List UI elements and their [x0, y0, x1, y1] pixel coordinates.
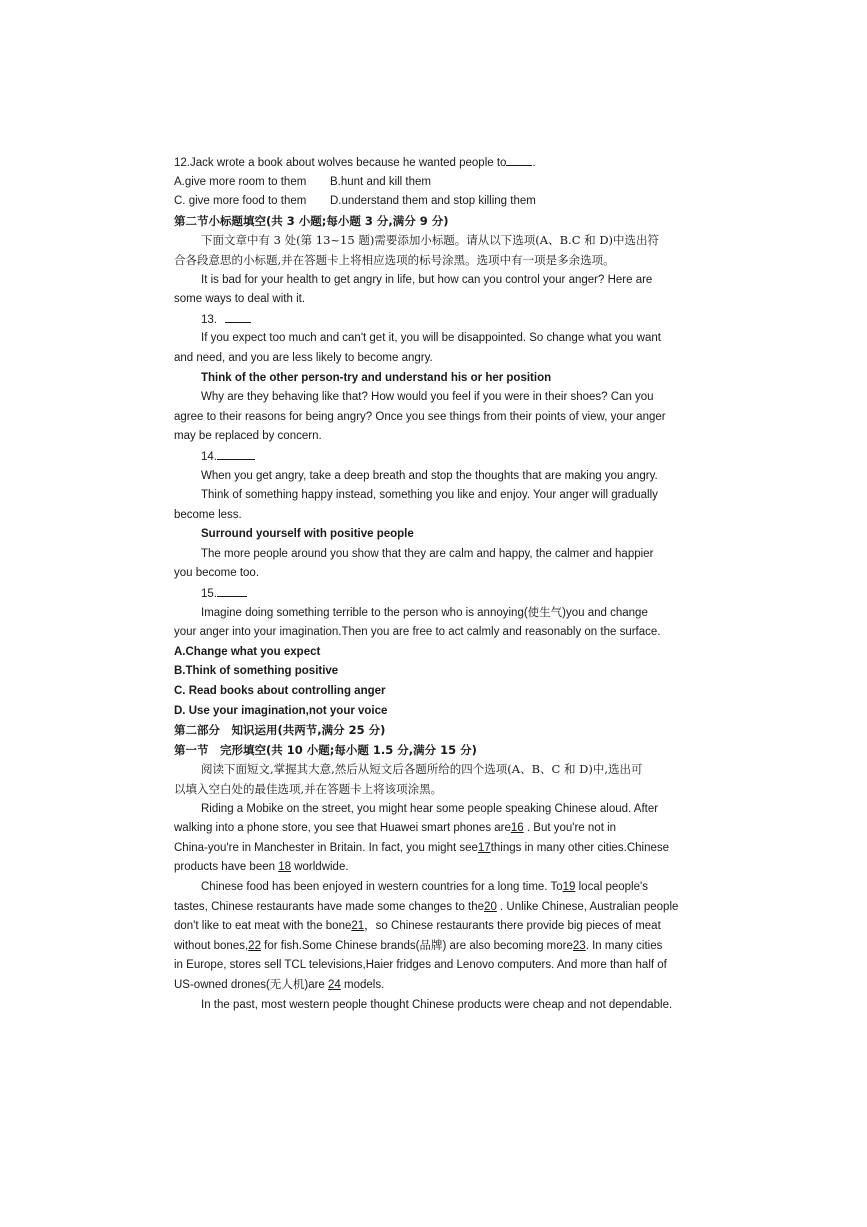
option-d: D.understand them and stop killing them: [330, 195, 536, 208]
blank-19: 19: [562, 880, 576, 893]
option-d-heading: D. Use your imagination,not your voice: [174, 704, 388, 717]
option-b: B.hunt and kill them: [330, 175, 432, 188]
paragraph-13: If you expect too much and can't get it, you will be disappointed. So change what you want: [201, 332, 661, 345]
section-2-title: 第二节小标题填空(共 3 小题;每小题 3 分,满分 9 分): [174, 213, 449, 228]
answer-blank: [217, 584, 247, 597]
blank-18: 18: [278, 861, 292, 874]
paragraph-15: Imagine doing something terrible to the person who is annoying(使生气)you and change: [201, 606, 648, 619]
section-2-instruction: 下面文章中有 3 处(第 13~15 题)需要添加小标题。请从以下选项(A、B.C 和 D)中选出符: [201, 233, 660, 248]
cloze-line-8: without bones,22 for fish.Some Chinese brands(品牌) are also becoming more23. In many cities: [174, 939, 663, 952]
option-a: A.give more room to them: [174, 175, 307, 188]
question-12-options-ab: [174, 173, 714, 193]
cloze-instruction: 阅读下面短文,掌握其大意,然后从短文后各题所给的四个选项(A、B、C 和 D)中,选出可: [201, 762, 643, 777]
paragraph-15-cont: your anger into your imagination.Then you are free to act calmly and reasonably on the surface.: [174, 626, 661, 639]
option-a-heading: A.Change what you expect: [174, 645, 321, 658]
paragraph-positive-people: The more people around you show that they are calm and happy, the calmer and happier: [201, 547, 654, 560]
cloze-line-11: In the past, most western people thought Chinese products were cheap and not dependable.: [201, 998, 673, 1011]
cloze-line-9: in Europe, stores sell TCL televisions,Haier fridges and Lenovo computers. And more than half of: [174, 959, 667, 972]
option-c-heading: C. Read books about controlling anger: [174, 685, 386, 698]
passage-intro: It is bad for your health to get angry in life, but how can you control your anger? Here are: [201, 273, 653, 286]
option-c: C. give more food to them: [174, 195, 307, 208]
question-14-blank: 14.: [174, 447, 714, 467]
question-12-stem: 12.Jack wrote a book about wolves because he wanted people to .: [174, 153, 714, 173]
cloze-line-1: Riding a Mobike on the street, you might hear some people speaking Chinese aloud. After: [201, 802, 659, 815]
cloze-line-7: don't like to eat meat with the bone21，so Chinese restaurants there provide big pieces of meat: [174, 920, 661, 933]
paragraph-14-cont: Think of something happy instead, something you like and enjoy. Your anger will gradually: [201, 489, 658, 502]
paragraph-13-cont: and need, and you are less likely to become angry.: [174, 351, 433, 364]
cloze-line-5: Chinese food has been enjoyed in western countries for a long time. To19 local people's: [201, 880, 648, 893]
subheading-other-person: Think of the other person-try and understand his or her position: [201, 371, 552, 384]
answer-blank: [225, 310, 251, 323]
question-15-blank: 15.: [174, 584, 714, 604]
blank-20: 20: [484, 900, 497, 913]
blank-17: 17: [477, 841, 491, 854]
paragraph-other-person-end: may be replaced by concern.: [174, 430, 322, 443]
paragraph-other-person: Why are they behaving like that? How would you feel if you were in their shoes? Can you: [201, 391, 654, 404]
blank-23: 23: [572, 939, 586, 952]
option-b-heading: B.Think of something positive: [174, 665, 339, 678]
question-12-options-cd: [174, 192, 714, 212]
question-13-blank: 13.: [174, 310, 714, 330]
blank-24: 24: [328, 978, 341, 991]
cloze-line-3: China-you're in Manchester in Britain. In fact, you might see17things in many other cities.Chinese: [174, 841, 670, 854]
subheading-positive-people: Surround yourself with positive people: [201, 528, 414, 541]
answer-blank: [506, 153, 532, 166]
paragraph-other-person-cont: agree to their reasons for being angry? Once you see things from their points of view, your anger: [174, 410, 666, 423]
part-2-section-1-title: 第一节 完形填空(共 10 小题;每小题 1.5 分,满分 15 分): [174, 742, 477, 757]
blank-22: 22: [248, 939, 261, 952]
blank-16: 16: [510, 822, 524, 835]
cloze-instruction-cont: 以填入空白处的最佳选项,并在答题卡上将该项涂黑。: [174, 782, 443, 796]
cloze-line-2: walking into a phone store, you see that Huawei smart phones are16 . But you're not in: [174, 822, 617, 835]
passage-intro-cont: some ways to deal with it.: [174, 293, 306, 306]
paragraph-14: When you get angry, take a deep breath and stop the thoughts that are making you angry.: [201, 469, 658, 482]
cloze-line-10: US-owned drones(无人机)are 24 models.: [174, 978, 385, 991]
paragraph-positive-people-cont: you become too.: [174, 567, 260, 580]
blank-21: 21: [351, 920, 365, 933]
paragraph-14-end: become less.: [174, 508, 242, 521]
answer-blank: [217, 447, 255, 460]
cloze-line-4: products have been 18 worldwide.: [174, 861, 349, 874]
cloze-line-6: tastes, Chinese restaurants have made some changes to the20 . Unlike Chinese, Australian people: [174, 900, 679, 913]
part-2-title: 第二部分 知识运用(共两节,满分 25 分): [174, 723, 386, 738]
section-2-instruction-cont: 合各段意思的小标题,并在答题卡上将相应选项的标号涂黑。选项中有一项是多余选项。: [174, 252, 615, 267]
document-page: [174, 153, 714, 1015]
